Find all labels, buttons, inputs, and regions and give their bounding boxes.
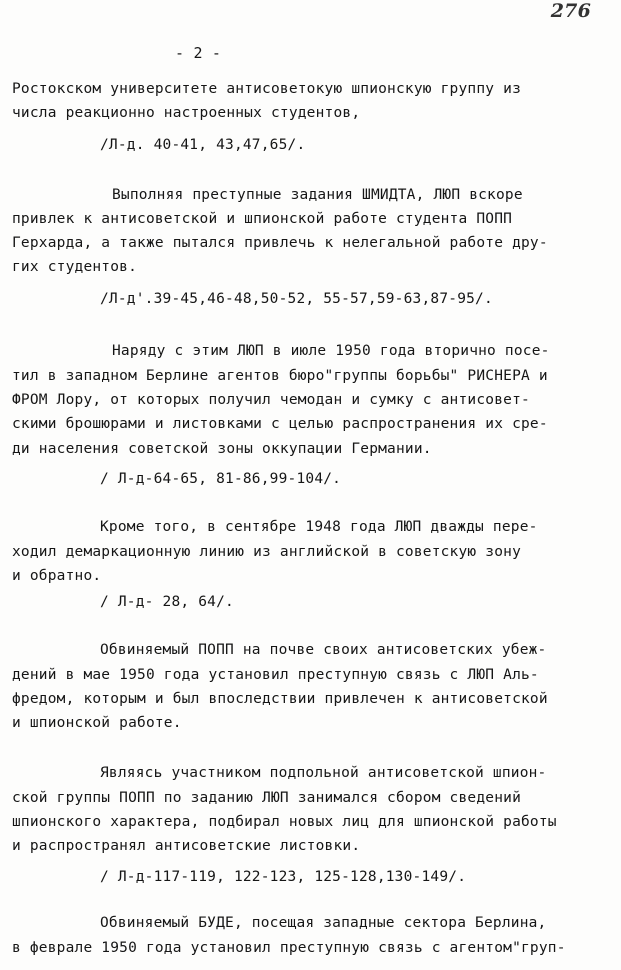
text-line: и обратно. [12, 568, 102, 584]
text-line: Обвиняемый БУДЕ, посещая западные сектора Берлина, [100, 915, 547, 931]
text-line: в феврале 1950 года установил преступную связь с агентом"груп- [12, 940, 566, 956]
case-file-reference: /Л-д'.39-45,46-48,50-52, 55-57,59-63,87-95/. [100, 291, 493, 307]
text-line: шпионского характера, подбирал новых лиц для шпионской работы [12, 814, 557, 830]
text-line: ди населения советской зоны оккупации Германии. [12, 441, 432, 457]
archive-page-annotation: 276 [550, 0, 591, 22]
text-line: и распространял антисоветские листовки. [12, 838, 361, 854]
text-line: тил в западном Берлине агентов бюро"группы борьбы" РИСНЕРА и [12, 368, 548, 384]
text-line: Обвиняемый ПОПП на почве своих антисоветских убеж- [100, 642, 547, 658]
text-line: ФРОМ Лору, от которых получил чемодан и сумку с антисовет- [12, 392, 530, 408]
text-line: Выполняя преступные задания ШМИДТА, ЛЮП вскоре [112, 187, 523, 203]
text-line: скими брошюрами и листовками с целью распространения их сре- [12, 416, 548, 432]
text-line: Герхарда, а также пытался привлечь к нелегальной работе дру- [12, 235, 548, 251]
text-line: и шпионской работе. [12, 715, 182, 731]
text-line: гих студентов. [12, 259, 138, 275]
case-file-reference: / Л-д- 28, 64/. [100, 594, 234, 610]
text-line: Являясь участником подпольной антисоветской шпион- [100, 765, 547, 781]
text-line: Ростокском университете антисоветокую шпионскую группу из [12, 81, 521, 97]
text-line: дений в мае 1950 года установил преступную связь с ЛЮП Аль- [12, 667, 539, 683]
text-line: ской группы ПОПП по заданию ЛЮП занимался сбором сведений [12, 790, 521, 806]
case-file-reference: /Л-д. 40-41, 43,47,65/. [100, 137, 306, 153]
case-file-reference: / Л-д-117-119, 122-123, 125-128,130-149/. [100, 869, 467, 885]
case-file-reference: / Л-д-64-65, 81-86,99-104/. [100, 471, 342, 487]
text-line: фредом, которым и был впоследствии привлечен к антисоветской [12, 691, 548, 707]
text-line: привлек к антисоветской и шпионской работе студента ПОПП [12, 211, 513, 227]
text-line: Наряду с этим ЛЮП в июле 1950 года вторично посе- [112, 343, 550, 359]
text-line: Кроме того, в сентябре 1948 года ЛЮП дважды пере- [100, 519, 538, 535]
text-line: ходил демаркационную линию из английской в советскую зону [12, 544, 521, 560]
page-number: - 2 - [175, 44, 222, 62]
text-line: числа реакционно настроенных студентов, [12, 105, 361, 121]
